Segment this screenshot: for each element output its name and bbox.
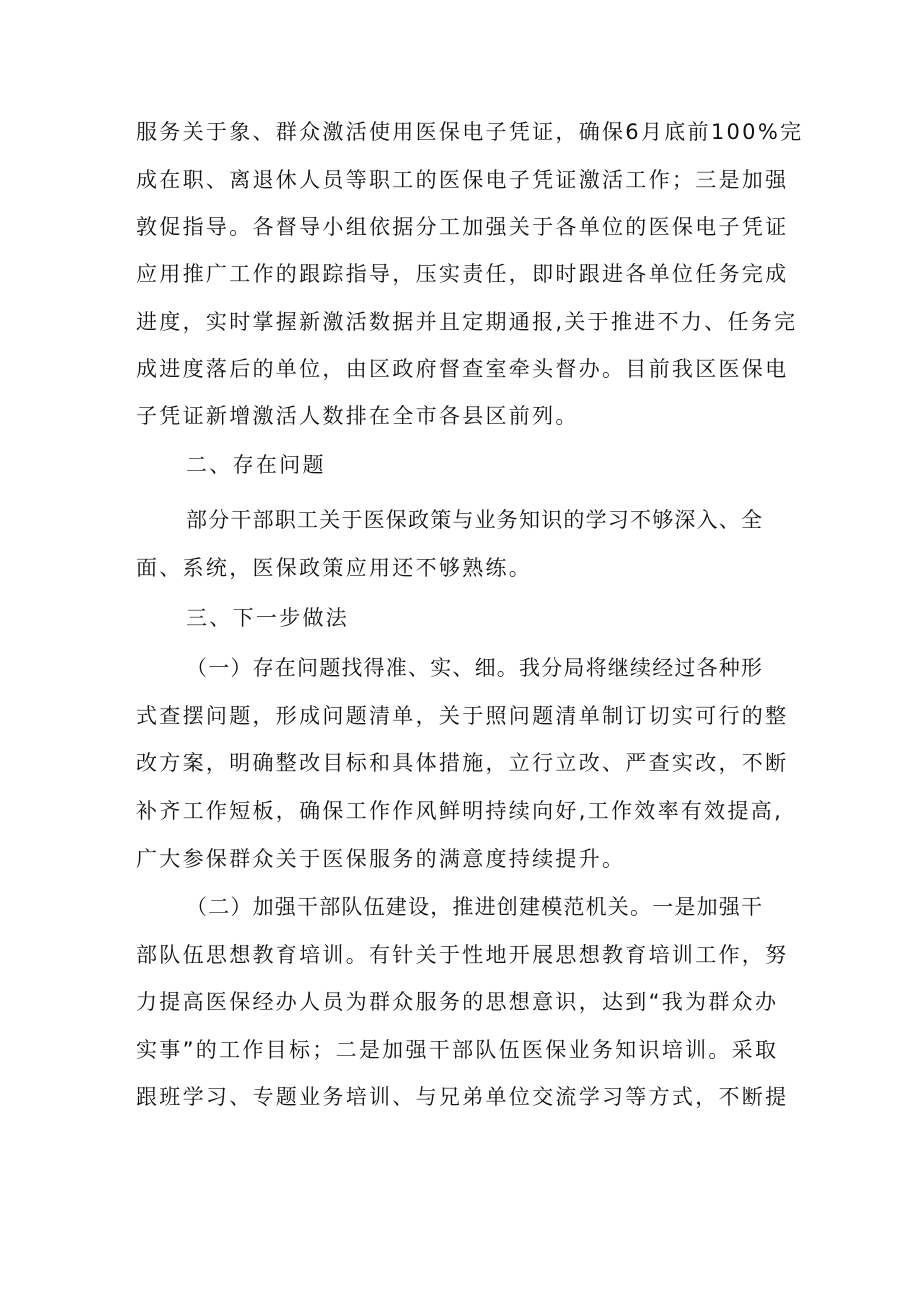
body-text-line: 补齐工作短板，确保工作作风鲜明持续向好,工作效率有效提高, [136, 799, 784, 823]
body-text-line: 部队伍思想教育培训。有针关于性地开展思想教育培训工作，努 [136, 943, 789, 967]
body-text-line: 部分干部职工关于医保政策与业务知识的学习不够深入、全 [186, 508, 764, 532]
body-text-line: 成在职、离退休人员等职工的医保电子凭证激活工作；三是加强 [136, 168, 789, 192]
body-text-line: 进度，实时掌握新激活数据并且定期通报,关于推进不力、任务完 [136, 310, 798, 334]
body-text-line: 面、系统，医保政策应用还不够熟练。 [136, 556, 533, 580]
body-text-line: 跟班学习、专题业务培训、与兄弟单位交流学习等方式，不断提 [136, 1085, 789, 1109]
section-heading: 三、下一步做法 [186, 606, 350, 630]
subsection-heading: （一）存在问题找得准、实、细。我分局将继续经过各种形 [186, 656, 764, 680]
body-text-line: 实事”的工作目标；二是加强干部队伍医保业务知识培训。采取 [136, 1038, 779, 1062]
body-text-line: 应用推广工作的跟踪指导，压实责任，即时跟进各单位任务完成 [136, 262, 789, 286]
body-text-line: 子凭证新增激活人数排在全市各县区前列。 [136, 404, 579, 428]
body-text-line: 式查摆问题，形成问题清单，关于照问题清单制订切实可行的整 [136, 704, 789, 728]
body-text-line: 敦促指导。各督导小组依据分工加强关于各单位的医保电子凭证 [136, 215, 789, 239]
section-heading: 二、存在问题 [186, 453, 326, 477]
body-text-line: 改方案，明确整改目标和具体措施，立行立改、严查实改，不断 [136, 751, 789, 775]
body-text-line: 广大参保群众关于医保服务的满意度持续提升。 [136, 847, 626, 871]
body-text-line: 服务关于象、群众激活使用医保电子凭证，确保6月底前100%完 [136, 120, 804, 144]
subsection-heading: （二）加强干部队伍建设，推进创建模范机关。一是加强干 [186, 895, 764, 919]
body-text-line: 成进度落后的单位，由区政府督查室牵头督办。目前我区医保电 [136, 357, 789, 381]
body-text-line: 力提高医保经办人员为群众服务的思想意识，达到“我为群众办 [136, 990, 779, 1014]
